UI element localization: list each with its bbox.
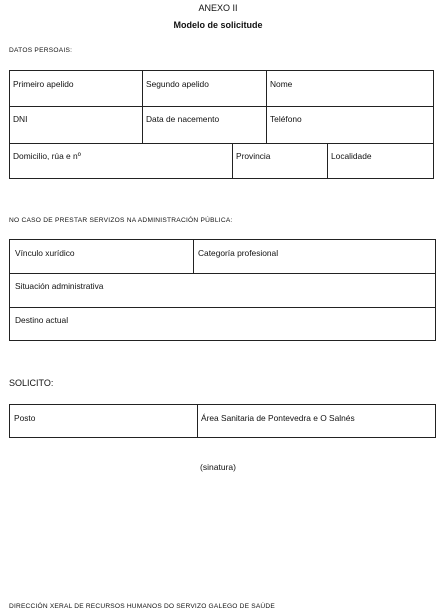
request-table	[9, 404, 436, 438]
field-health-area[interactable]: Área Sanitaria de Pontevedra e O Salnés	[201, 413, 355, 423]
footer-addressee: DIRECCIÓN XERAL DE RECURSOS HUMANOS DO SERVIZO GALEGO DE SAÚDE	[9, 603, 275, 610]
field-dni[interactable]: DNI	[13, 114, 28, 124]
field-birth-date[interactable]: Data de nacemento	[146, 114, 220, 124]
field-post[interactable]: Posto	[14, 413, 36, 423]
form-title: Modelo de solicitude	[173, 20, 263, 30]
public-admin-table	[9, 239, 436, 341]
field-legal-bond[interactable]: Vínculo xurídico	[15, 248, 75, 258]
annex-label: ANEXO II	[198, 3, 238, 13]
section-label-personal-data: DATOS PERSOAIS:	[9, 47, 73, 54]
field-current-post[interactable]: Destino actual	[15, 315, 69, 325]
field-locality[interactable]: Localidade	[331, 151, 372, 161]
signature-label: (sinatura)	[200, 462, 236, 472]
field-address[interactable]: Domicilio, rúa e nº	[13, 151, 81, 161]
field-first-surname[interactable]: Primeiro apelido	[13, 79, 74, 89]
field-professional-category[interactable]: Categoría profesional	[198, 248, 279, 258]
field-name[interactable]: Nome	[270, 79, 293, 89]
section-label-public-admin: NO CASO DE PRESTAR SERVIZOS NA ADMINISTRACIÓN PÚBLICA:	[9, 217, 233, 224]
personal-data-table	[9, 70, 434, 179]
field-second-surname[interactable]: Segundo apelido	[146, 79, 209, 89]
field-province[interactable]: Provincia	[236, 151, 271, 161]
section-label-request: SOLICITO:	[9, 378, 54, 388]
field-admin-status[interactable]: Situación administrativa	[15, 281, 104, 291]
field-phone[interactable]: Teléfono	[270, 114, 302, 124]
